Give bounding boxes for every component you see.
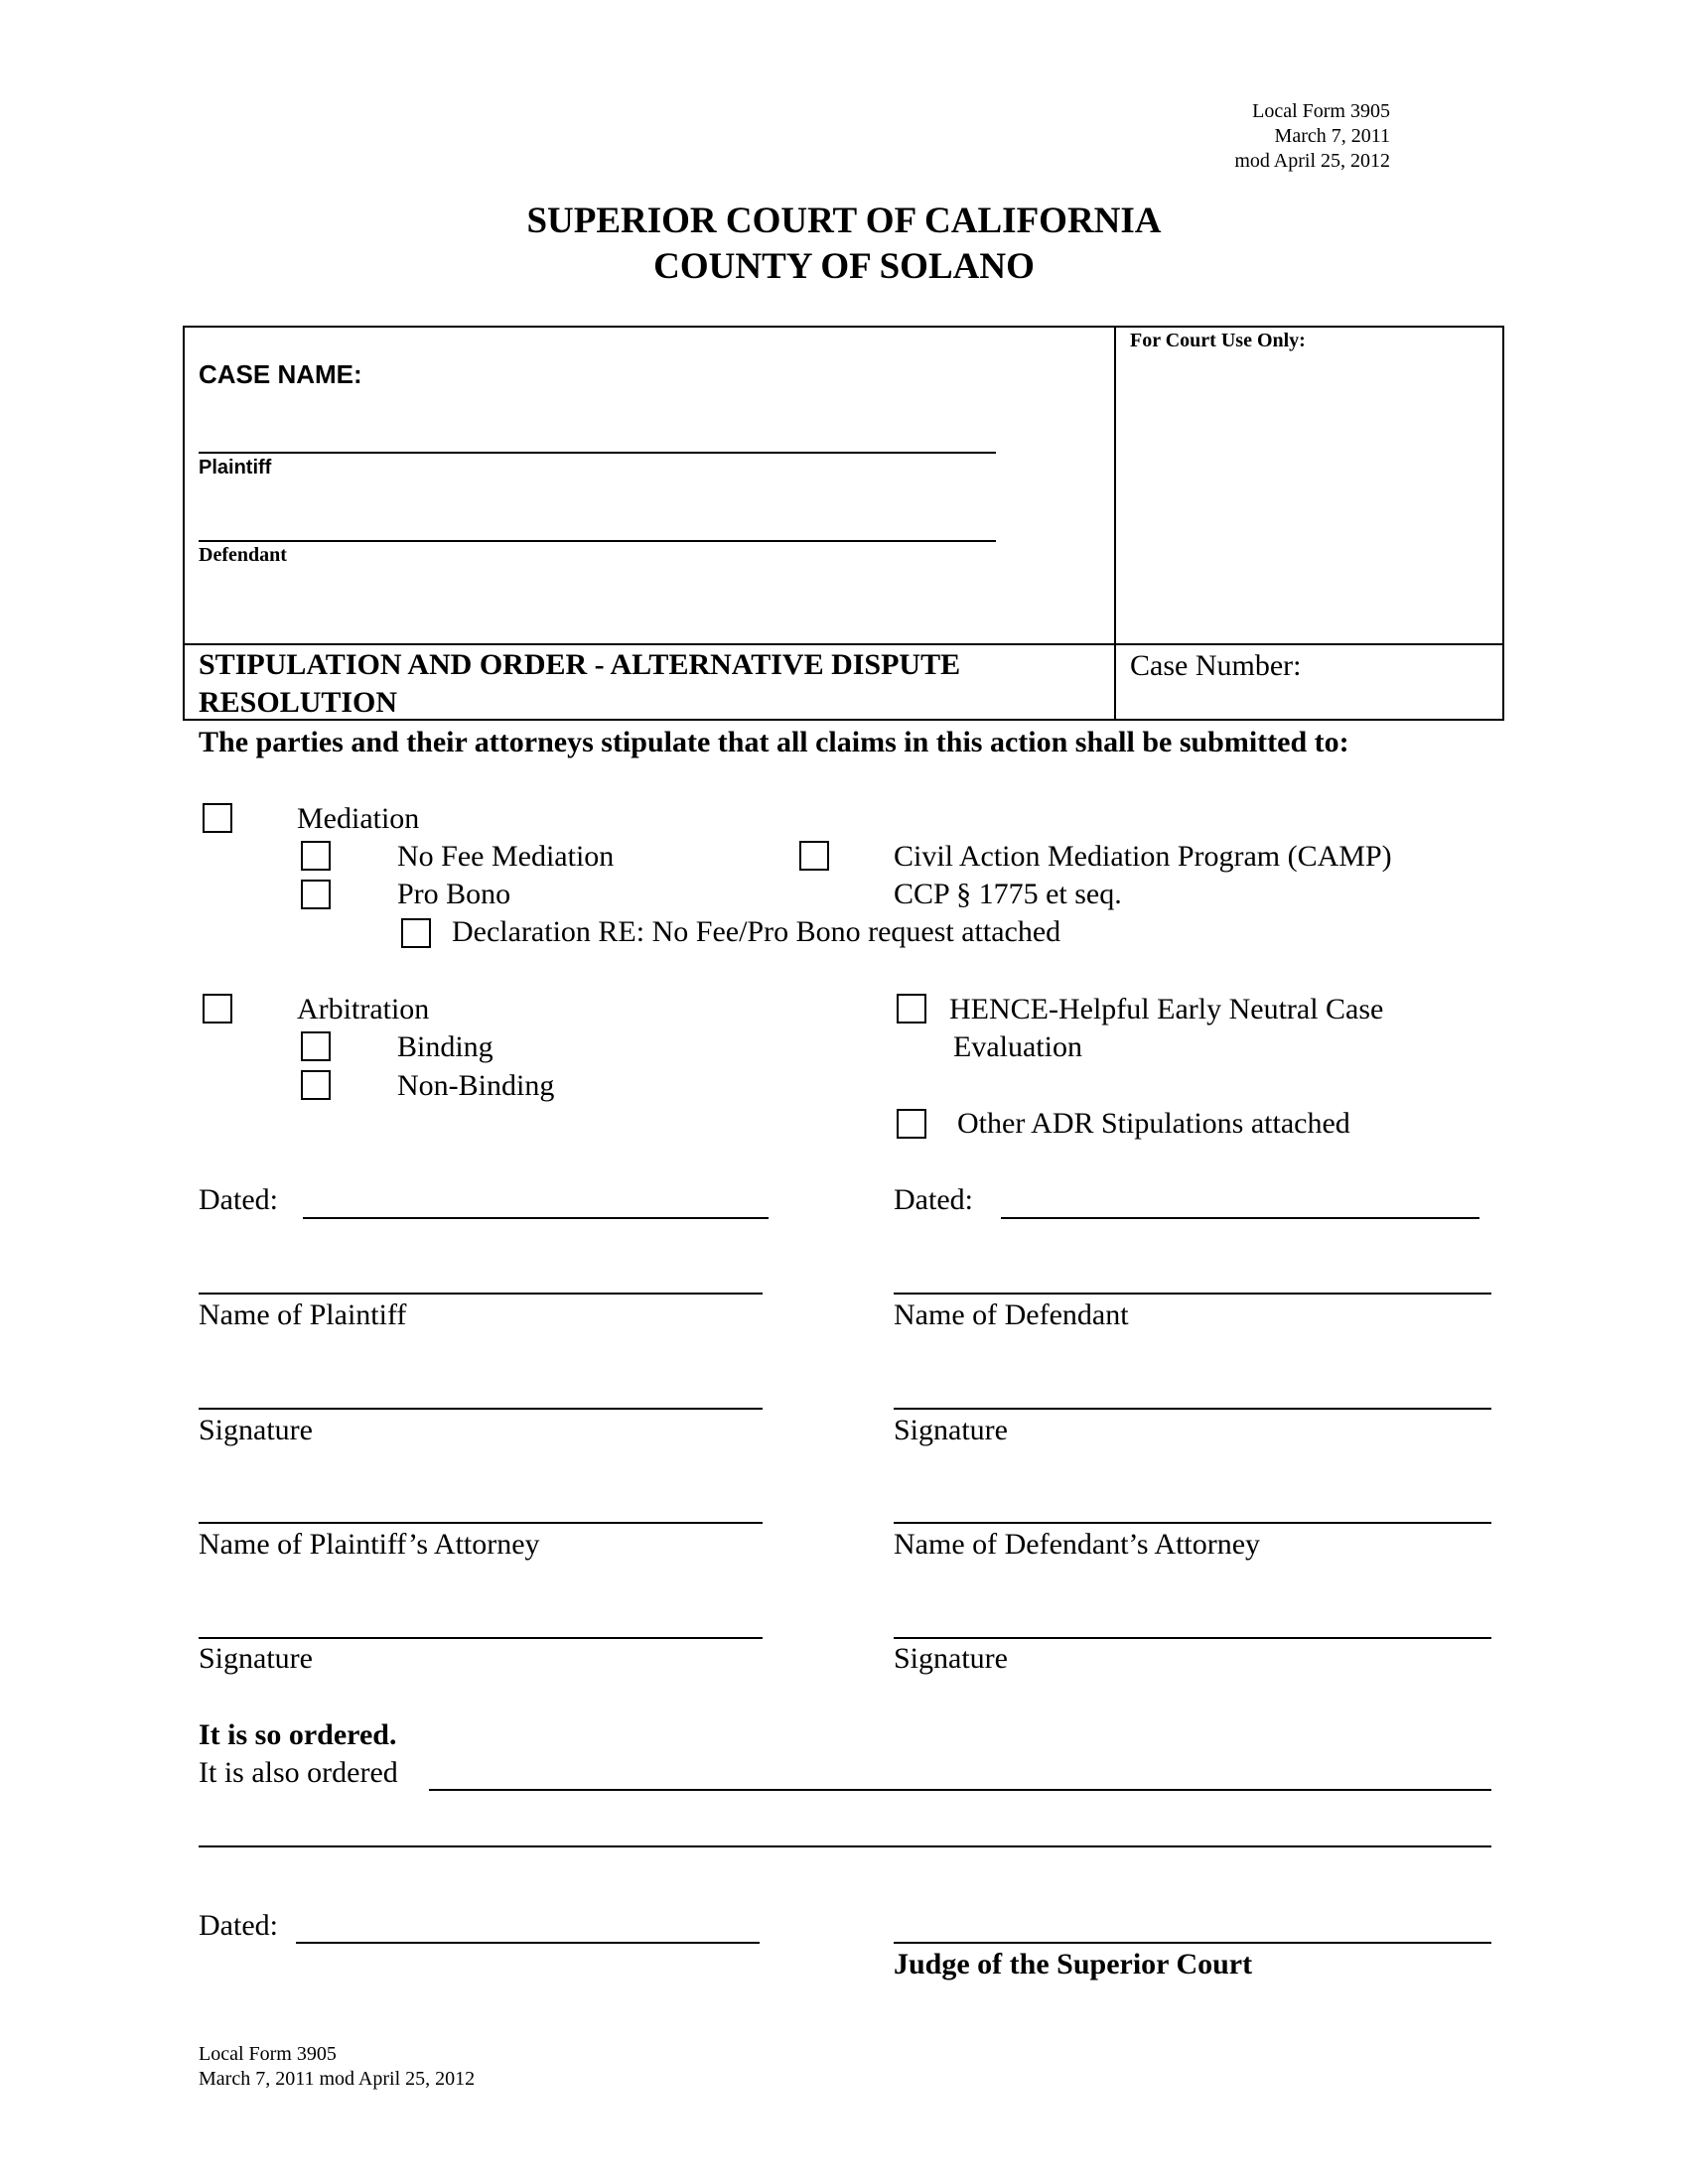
plaintiff-dated-line[interactable]: [303, 1217, 769, 1219]
other-adr-label: Other ADR Stipulations attached: [957, 1107, 1350, 1140]
non-binding-checkbox[interactable]: [301, 1070, 331, 1100]
plaintiff-name-label: Name of Plaintiff: [199, 1298, 407, 1331]
plaintiff-attorney-signature-line[interactable]: [199, 1637, 763, 1639]
non-binding-label: Non-Binding: [397, 1069, 555, 1102]
court-title: [0, 199, 1688, 290]
mediation-checkbox[interactable]: [203, 803, 232, 833]
plaintiff-attorney-name-line[interactable]: [199, 1522, 763, 1524]
order-dated-line[interactable]: [296, 1942, 760, 1944]
no-fee-mediation-label: No Fee Mediation: [397, 840, 615, 873]
also-ordered-line[interactable]: [429, 1789, 1491, 1791]
plaintiff-attorney-name-label: Name of Plaintiff’s Attorney: [199, 1528, 540, 1561]
binding-checkbox[interactable]: [301, 1031, 331, 1061]
caption-horizontal-divider: [183, 643, 1504, 645]
plaintiff-signature-label: Signature: [199, 1414, 313, 1446]
declaration-checkbox[interactable]: [401, 918, 431, 948]
plaintiff-name-line[interactable]: [199, 1293, 763, 1295]
also-ordered-line-2[interactable]: [199, 1845, 1491, 1847]
form-modified: mod April 25, 2012: [1234, 150, 1390, 172]
document-title: STIPULATION AND ORDER - ALTERNATIVE DISPUTE RESOLUTION: [199, 648, 961, 719]
camp-checkbox[interactable]: [799, 841, 829, 871]
pro-bono-checkbox[interactable]: [301, 880, 331, 909]
caption-vertical-divider: [1114, 326, 1116, 721]
hence-label-line2: Evaluation: [953, 1030, 1082, 1063]
pro-bono-label: Pro Bono: [397, 878, 511, 910]
mediation-label: Mediation: [297, 802, 420, 835]
defendant-name-label: Name of Defendant: [894, 1298, 1129, 1331]
binding-label: Binding: [397, 1030, 493, 1063]
court-title-line1: SUPERIOR COURT OF CALIFORNIA: [526, 201, 1162, 241]
arbitration-label: Arbitration: [297, 993, 430, 1025]
court-use-label: For Court Use Only:: [1130, 330, 1306, 351]
footer: [199, 2042, 475, 2092]
hence-label-line1: HENCE-Helpful Early Neutral Case: [949, 993, 1384, 1025]
plaintiff-dated-label: Dated:: [199, 1183, 278, 1216]
case-name-label: CASE NAME:: [199, 359, 362, 389]
camp-label-line1: Civil Action Mediation Program (CAMP): [894, 840, 1392, 873]
court-title-line2: COUNTY OF SOLANO: [653, 246, 1035, 287]
defendant-signature-line[interactable]: [894, 1408, 1491, 1410]
form-number: Local Form 3905: [1252, 100, 1390, 122]
so-ordered-heading: It is so ordered.: [199, 1718, 397, 1751]
form-date: March 7, 2011: [1274, 125, 1390, 147]
defendant-attorney-name-line[interactable]: [894, 1522, 1491, 1524]
judge-signature-line[interactable]: [894, 1942, 1491, 1944]
hence-checkbox[interactable]: [897, 994, 926, 1024]
defendant-signature-label: Signature: [894, 1414, 1008, 1446]
form-meta: [1092, 99, 1390, 174]
defendant-label: Defendant: [199, 544, 287, 566]
defendant-name-line[interactable]: [894, 1293, 1491, 1295]
other-adr-checkbox[interactable]: [897, 1109, 926, 1139]
defendant-dated-line[interactable]: [1001, 1217, 1479, 1219]
declaration-label: Declaration RE: No Fee/Pro Bono request attached: [452, 915, 1061, 948]
plaintiff-attorney-signature-label: Signature: [199, 1642, 313, 1675]
camp-label-line2: CCP § 1775 et seq.: [894, 878, 1122, 910]
footer-form-number: Local Form 3905: [199, 2043, 337, 2065]
stipulation-intro: The parties and their attorneys stipulate that all claims in this action shall be submitted to:: [199, 726, 1349, 758]
arbitration-checkbox[interactable]: [203, 994, 232, 1024]
defendant-line[interactable]: [199, 540, 996, 542]
case-number-label: Case Number:: [1130, 649, 1302, 682]
also-ordered-label: It is also ordered: [199, 1756, 398, 1789]
order-dated-label: Dated:: [199, 1909, 278, 1942]
footer-dates: March 7, 2011 mod April 25, 2012: [199, 2068, 476, 2090]
defendant-attorney-signature-line[interactable]: [894, 1637, 1491, 1639]
defendant-attorney-name-label: Name of Defendant’s Attorney: [894, 1528, 1261, 1561]
judge-label: Judge of the Superior Court: [894, 1948, 1253, 1980]
plaintiff-signature-line[interactable]: [199, 1408, 763, 1410]
plaintiff-line[interactable]: [199, 452, 996, 454]
no-fee-mediation-checkbox[interactable]: [301, 841, 331, 871]
defendant-dated-label: Dated:: [894, 1183, 973, 1216]
plaintiff-label: Plaintiff: [199, 457, 272, 478]
defendant-attorney-signature-label: Signature: [894, 1642, 1008, 1675]
